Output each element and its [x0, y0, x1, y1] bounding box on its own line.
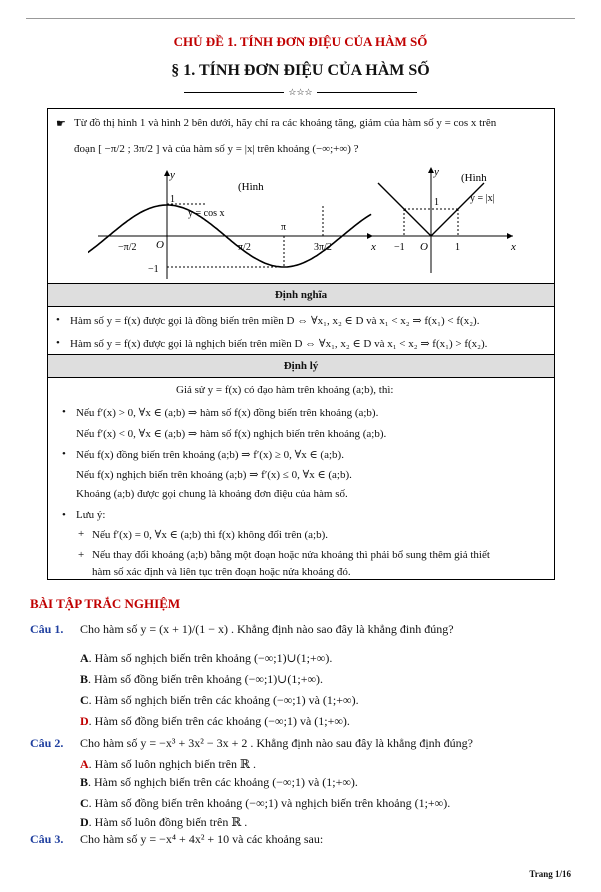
bullet: •: [62, 406, 66, 418]
definition-item: Hàm số y = f(x) được gọi là đồng biến trên miền D ⇔ ∀x₁, x₂ ∈ D và x₁ < x₂ ⇒ f(x₁) < f(x₂).: [70, 315, 480, 327]
g1-tick-pi: π: [281, 222, 287, 233]
g1-tick-pi2: π/2: [238, 242, 251, 253]
q2-option-b[interactable]: B. Hàm số nghịch biến trên các khoảng (−∞;1) và (1;+∞).: [80, 775, 358, 789]
q2-option-a[interactable]: A. Hàm số luôn nghịch biến trên ℝ .: [80, 757, 256, 771]
g1-func: y = cos x: [188, 208, 225, 219]
cos-graph: [88, 164, 388, 284]
question-2-text: Cho hàm số y = −x³ + 3x² − 3x + 2 . Khẳng định nào sau đây là khẳng định đúng?: [80, 736, 473, 750]
theorem-line: Nếu f(x) đồng biến trên khoảng (a;b) ⇒ f′(x) ≥ 0, ∀x ∈ (a;b).: [76, 449, 344, 461]
ornament: ☆☆☆: [0, 87, 601, 98]
theorem-note-item: hàm số xác định và liên tục trên đoạn hoặc nửa khoảng đó.: [92, 566, 351, 578]
g2-x: x: [511, 241, 516, 253]
g1-tick-neg: −π/2: [118, 242, 137, 253]
g2-caption: (Hình: [461, 172, 487, 184]
g2-one: 1: [455, 242, 460, 253]
top-rule: [26, 18, 575, 19]
q1-option-b[interactable]: B. Hàm số đồng biến trên khoảng (−∞;1)∪(1;+∞).: [80, 672, 324, 686]
intro-line-2: đoạn [ −π/2 ; 3π/2 ] và của hàm số y = |x| trên khoảng (−∞;+∞) ?: [74, 143, 359, 155]
exercises-title: BÀI TẬP TRẮC NGHIỆM: [30, 596, 181, 611]
plus-marker: +: [78, 549, 85, 561]
question-1-text: Cho hàm số y = (x + 1)/(1 − x) . Khẳng định nào sao đây là khẳng đinh đúng?: [80, 622, 454, 636]
chapter-title: CHỦ ĐỀ 1. TÍNH ĐƠN ĐIỆU CỦA HÀM SỐ: [173, 34, 428, 49]
g1-x: x: [371, 241, 376, 253]
theorem-header: Định lý: [48, 354, 554, 378]
theorem-line: Giả sử y = f(x) có đạo hàm trên khoảng (a;b), thì:: [176, 384, 394, 396]
theorem-line: Nếu f′(x) > 0, ∀x ∈ (a;b) ⇒ hàm số f(x) đồng biến trên khoảng (a;b).: [76, 407, 379, 419]
theorem-line: Nếu f′(x) < 0, ∀x ∈ (a;b) ⇒ hàm số f(x) nghịch biến trên khoảng (a;b).: [76, 428, 387, 440]
q1-option-a[interactable]: A. Hàm số nghịch biến trên khoảng (−∞;1)∪(1;+∞).: [80, 651, 333, 665]
g2-origin: O: [420, 241, 428, 253]
theory-box: [47, 108, 555, 580]
g1-y: y: [170, 169, 175, 181]
q1-option-d[interactable]: D. Hàm số đồng biến trên các khoảng (−∞;1) và (1;+∞).: [80, 714, 350, 728]
intro-line-1: Từ đồ thị hình 1 và hình 2 bên dưới, hãy chỉ ra các khoảng tăng, giảm của hàm số y = cos x trên: [74, 117, 497, 129]
theorem-note-item: Nếu f′(x) = 0, ∀x ∈ (a;b) thì f(x) không đổi trên (a;b).: [92, 529, 328, 541]
g1-origin: O: [156, 239, 164, 251]
theorem-note-item: Nếu thay đổi khoảng (a;b) bằng một đoạn hoặc nửa khoảng thì phải bổ sung thêm giả thiết: [92, 549, 490, 561]
g2-one-y: 1: [434, 197, 439, 208]
section-title: § 1. TÍNH ĐƠN ĐIỆU CỦA HÀM SỐ: [171, 62, 430, 79]
q2-option-c[interactable]: C. Hàm số đồng biến trên khoảng (−∞;1) và nghịch biến trên khoảng (1;+∞).: [80, 796, 451, 810]
theorem-line: Nếu f(x) nghịch biến trên khoảng (a;b) ⇒ f′(x) ≤ 0, ∀x ∈ (a;b).: [76, 469, 352, 481]
bullet: •: [56, 314, 60, 326]
definition-header: Định nghĩa: [48, 283, 554, 307]
abs-graph: [348, 161, 548, 281]
question-2-number: Câu 2.: [30, 736, 64, 750]
pointer-icon: ☛: [56, 118, 66, 130]
g2-func: y = |x|: [470, 193, 495, 204]
g1-one: 1: [170, 194, 175, 205]
question-3-number: Câu 3.: [30, 832, 64, 846]
bullet: •: [56, 337, 60, 349]
bullet: •: [62, 448, 66, 460]
g2-mone: −1: [394, 242, 405, 253]
question-3-text: Cho hàm số y = −x⁴ + 4x² + 10 và các khoảng sau:: [80, 832, 324, 846]
page-number: Trang 1/16: [529, 869, 571, 879]
theorem-note: Lưu ý:: [76, 509, 106, 521]
q1-option-c[interactable]: C. Hàm số nghịch biến trên các khoảng (−∞;1) và (1;+∞).: [80, 693, 359, 707]
bullet: •: [62, 509, 66, 521]
g1-mone: −1: [148, 264, 159, 275]
question-1-number: Câu 1.: [30, 622, 64, 636]
q2-option-d[interactable]: D. Hàm số luôn đồng biến trên ℝ .: [80, 815, 248, 829]
definition-item: Hàm số y = f(x) được gọi là nghịch biến trên miền D ⇔ ∀x₁, x₂ ∈ D và x₁ < x₂ ⇒ f(x₁) > f(x₂).: [70, 338, 488, 350]
theorem-line: Khoảng (a;b) được gọi chung là khoảng đơn điệu của hàm số.: [76, 488, 348, 500]
g1-caption: (Hình: [238, 181, 264, 193]
plus-marker: +: [78, 528, 85, 540]
g2-y: y: [434, 166, 439, 178]
g1-tick-pi32: 3π/2: [314, 242, 332, 253]
